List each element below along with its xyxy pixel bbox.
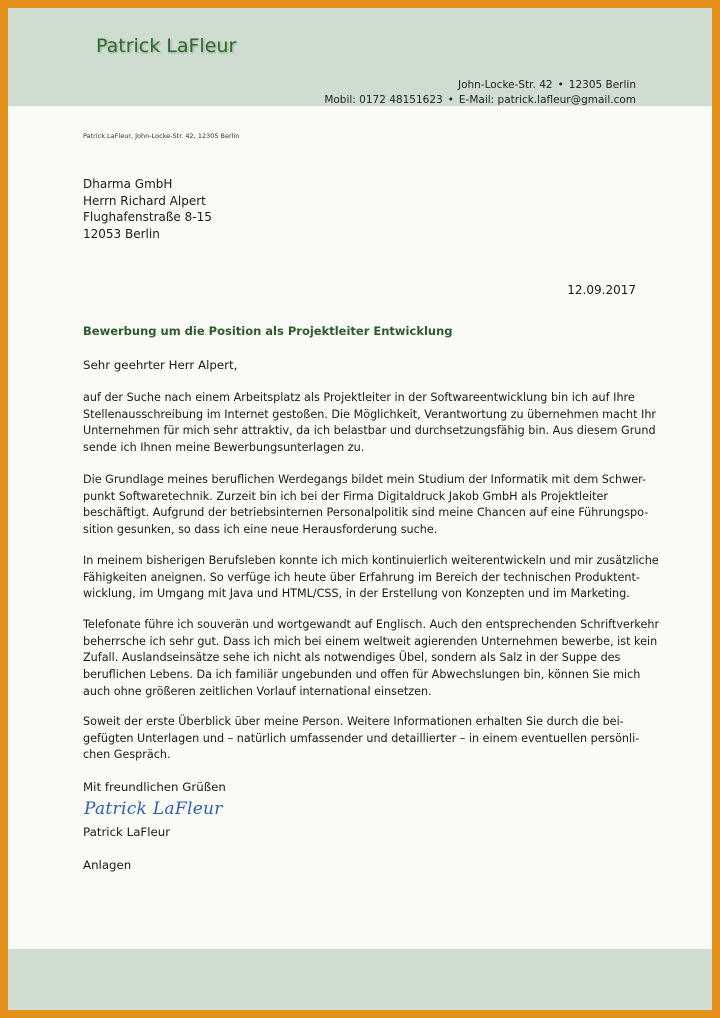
body-line: Soweit der erste Überblick über meine Person. Weitere Informationen erhalten Sie durch die bei- xyxy=(83,715,624,728)
recipient-line: Flughafenstraße 8-15 xyxy=(83,210,212,224)
body-line: Telefonate führe ich souverän und wortgewandt auf Englisch. Auch den entsprechenden Schriftverkehr xyxy=(83,618,660,631)
salutation: Sehr geehrter Herr Alpert, xyxy=(83,358,238,372)
header-mobile: Mobil: 0172 48151623 xyxy=(324,94,443,106)
letter-subject: Bewerbung um die Position als Projektleiter Entwicklung xyxy=(83,324,453,338)
sender-return-address: Patrick LaFleur, John-Locke-Str. 42, 12305 Berlin xyxy=(83,132,240,140)
signature-name: Patrick LaFleur xyxy=(83,825,171,839)
body-line: gefügten Unterlagen und – natürlich umfassender und detaillierter – in einem eventuellen persönli- xyxy=(83,731,640,745)
body-paragraph xyxy=(83,472,649,539)
header-city: 12305 Berlin xyxy=(568,79,636,91)
letter-date: 12.09.2017 xyxy=(567,283,636,297)
body-line: beruflichen Lebens. Da ich familiär ungebunden und offen für Abwechslungen bin, können Sie mich xyxy=(83,668,641,682)
separator-dot: • xyxy=(557,79,564,91)
body-line: sition gesunken, so dass ich eine neue Herausforderung suche. xyxy=(83,523,438,537)
body-line: beherrsche ich sehr gut. Dass ich mich bei einem weltweit agierenden Unternehmen bewerbe, ist kein xyxy=(83,634,658,648)
body-line: Die Grundlage meines beruflichen Werdegangs bildet mein Studium der Informatik mit dem Schwer- xyxy=(83,473,647,486)
letter-page xyxy=(8,8,712,1010)
handwritten-signature: Patrick LaFleur xyxy=(84,799,223,819)
recipient-line: 12053 Berlin xyxy=(83,226,160,241)
header-name: Patrick LaFleur xyxy=(96,35,237,57)
separator-dot: • xyxy=(447,94,454,106)
enclosures-label: Anlagen xyxy=(83,858,132,872)
body-paragraph xyxy=(83,714,643,764)
footer-band xyxy=(8,949,712,1010)
body-line: In meinem bisherigen Berufsleben konnte ich mich kontinuierlich weiterentwickeln und mir zusätzliche xyxy=(83,554,659,567)
header-phone-email-line xyxy=(324,93,636,108)
body-line: punkt Softwaretechnik. Zurzeit bin ich bei der Firma Digitaldruck Jakob GmbH als Projektleiter xyxy=(83,489,609,503)
header-address-line xyxy=(324,78,636,93)
body-paragraph xyxy=(83,617,660,701)
body-line: Unternehmen für mich sehr attraktiv, da ich belastbar und durchsetzungsfähig bin. Aus diesem Grund xyxy=(83,424,656,438)
recipient-line: Dharma GmbH xyxy=(83,177,173,191)
body-line: Stellenausschreibung im Internet gestoßen. Die Möglichkeit, Verantwortung zu übernehmen macht Ihr xyxy=(83,407,657,421)
body-paragraph xyxy=(83,553,659,603)
body-paragraph xyxy=(83,390,657,457)
body-line: Zufall. Auslandseinsätze sehe ich nicht als notwendiges Übel, sondern als Salz in der Suppe des xyxy=(83,651,621,665)
body-line: wicklung, im Umgang mit Java und HTML/CSS, in der Erstellung von Konzepten und im Marketing. xyxy=(83,587,630,601)
header-email: E-Mail: patrick.lafleur@gmail.com xyxy=(458,94,636,106)
recipient-line: Herrn Richard Alpert xyxy=(83,193,206,208)
body-line: beschäftigt. Aufgrund der betriebsinternen Personalpolitik sind meine Chancen auf eine Führungspo- xyxy=(83,506,649,520)
body-line: Fähigkeiten aneignen. So verfüge ich heute über Erfahrung im Bereich der technischen Produktent- xyxy=(83,570,640,584)
header-contact xyxy=(324,78,636,108)
body-line: auch ohne größeren zeitlichen Vorlauf international einsetzen. xyxy=(83,684,432,698)
body-line: auf der Suche nach einem Arbeitsplatz als Projektleiter in der Softwareentwicklung bin ich auf Ihre xyxy=(83,391,635,404)
header-street: John-Locke-Str. 42 xyxy=(457,79,553,91)
closing-phrase: Mit freundlichen Grüßen xyxy=(83,780,226,794)
body-line: sende ich Ihnen meine Bewerbungsunterlagen zu. xyxy=(83,441,365,455)
body-line: chen Gespräch. xyxy=(83,748,171,762)
recipient-address xyxy=(83,176,212,242)
